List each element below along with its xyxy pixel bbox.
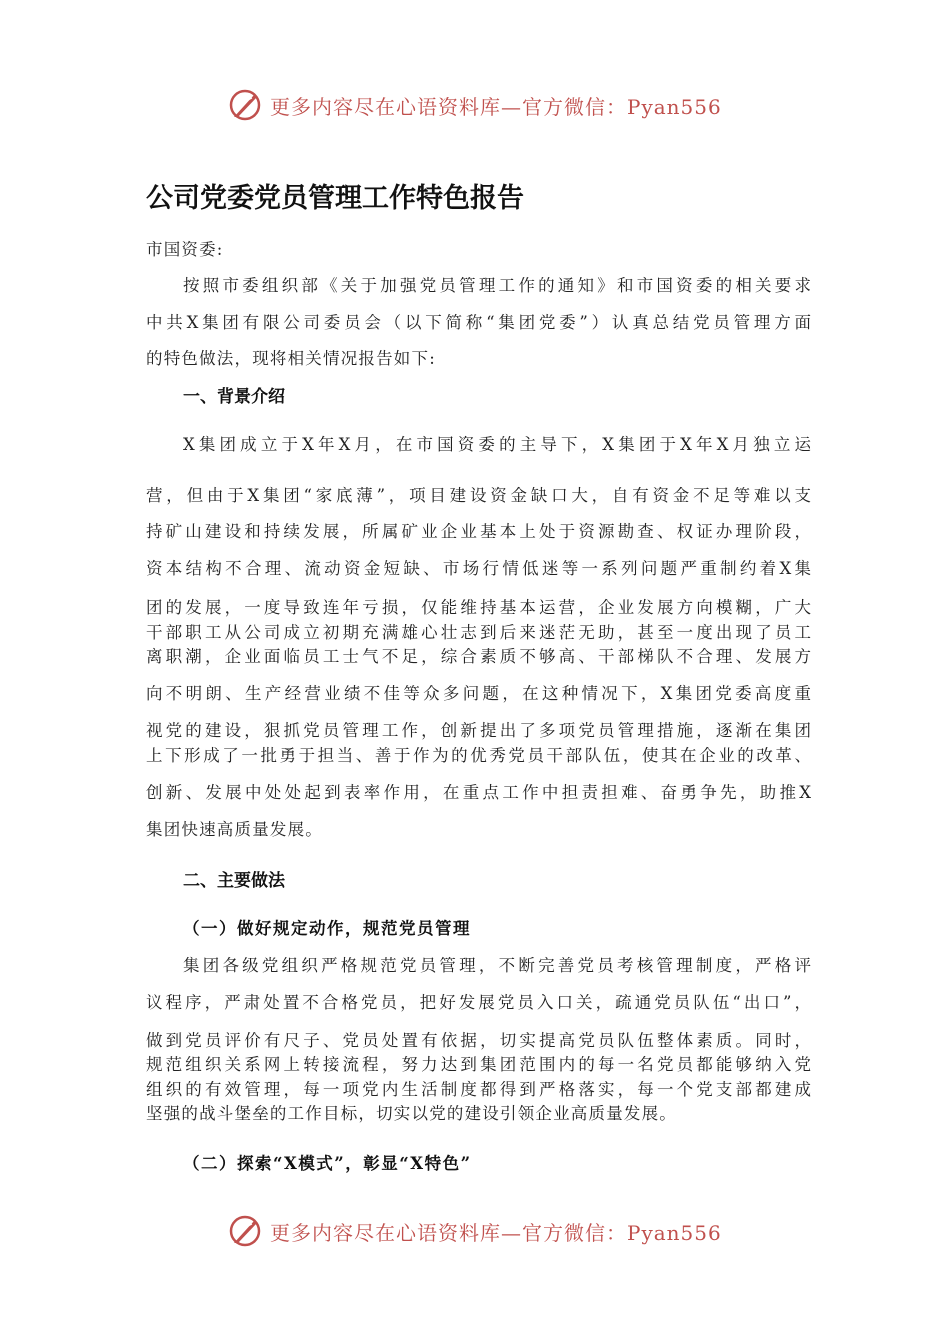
paragraph-line: 集团快速高质量发展。 [146, 820, 323, 839]
paragraph-line: 视党的建设，狠抓党员管理工作，创新提出了多项党员管理措施，逐渐在集团 [146, 721, 811, 740]
intro-line: 按照市委组织部《关于加强党员管理工作的通知》和市国资委的相关要求 [183, 276, 811, 295]
paragraph-line: 创新、发展中处处起到表率作用，在重点工作中担责担难、奋勇争先，助推X [146, 783, 811, 802]
paragraph-line: 坚强的战斗堡垒的工作目标，切实以党的建设引领企业高质量发展。 [146, 1104, 677, 1123]
paragraph-line: 向不明朗、生产经营业绩不佳等众多问题，在这种情况下，X集团党委高度重 [146, 684, 811, 703]
watermark-banner-top [228, 85, 748, 125]
subsection-heading-2: （二）探索“X模式”，彰显“X特色” [183, 1154, 472, 1173]
paragraph-line: 做到党员评价有尺子、党员处置有依据，切实提高党员队伍整体素质。同时， [146, 1031, 811, 1050]
paragraph-line: 规范组织关系网上转接流程，努力达到集团范围内的每一名党员都能够纳入党 [146, 1055, 811, 1074]
quill-logo-icon [228, 88, 262, 122]
paragraph-line: X集团成立于X年X月，在市国资委的主导下，X集团于X年X月独立运 [183, 435, 811, 454]
salutation: 市国资委: [146, 240, 224, 259]
paragraph-line: 上下形成了一批勇于担当、善于作为的优秀党员干部队伍，使其在企业的改革、 [146, 746, 811, 765]
section-heading-methods: 二、主要做法 [183, 871, 285, 891]
paragraph-line: 营，但由于X集团“家底薄”，项目建设资金缺口大，自有资金不足等难以支 [146, 486, 811, 505]
paragraph-line: 议程序，严肃处置不合格党员，把好发展党员入口关，疏通党员队伍“出口”， [146, 993, 811, 1012]
section-heading-background: 一、背景介绍 [183, 387, 285, 407]
watermark-text: 更多内容尽在心语资料库—官方微信：Pyan556 [270, 1220, 722, 1245]
intro-line: 中共X集团有限公司委员会（以下简称“集团党委”）认真总结党员管理方面 [146, 313, 811, 332]
paragraph-line: 资本结构不合理、流动资金短缺、市场行情低迷等一系列问题严重制约着X集 [146, 559, 811, 578]
paragraph-line: 组织的有效管理，每一项党内生活制度都得到严格落实，每一个党支部都建成 [146, 1080, 811, 1099]
paragraph-line: 持矿山建设和持续发展，所属矿业企业基本上处于资源勘查、权证办理阶段， [146, 522, 811, 541]
document-title: 公司党委党员管理工作特色报告 [146, 183, 524, 214]
quill-logo-icon [228, 1214, 262, 1248]
paragraph-line: 团的发展，一度导致连年亏损，仅能维持基本运营，企业发展方向模糊，广大 [146, 598, 811, 617]
intro-line: 的特色做法，现将相关情况报告如下: [146, 349, 436, 368]
paragraph-line: 干部职工从公司成立初期充满雄心壮志到后来迷茫无助，甚至一度出现了员工 [146, 623, 811, 642]
paragraph-line: 集团各级党组织严格规范党员管理，不断完善党员考核管理制度，严格评 [183, 956, 811, 975]
watermark-text: 更多内容尽在心语资料库—官方微信：Pyan556 [270, 94, 722, 119]
watermark-banner-bottom [228, 1211, 748, 1251]
subsection-heading-1: （一）做好规定动作，规范党员管理 [183, 919, 471, 938]
paragraph-line: 离职潮，企业面临员工士气不足，综合素质不够高、干部梯队不合理、发展方 [146, 647, 811, 666]
